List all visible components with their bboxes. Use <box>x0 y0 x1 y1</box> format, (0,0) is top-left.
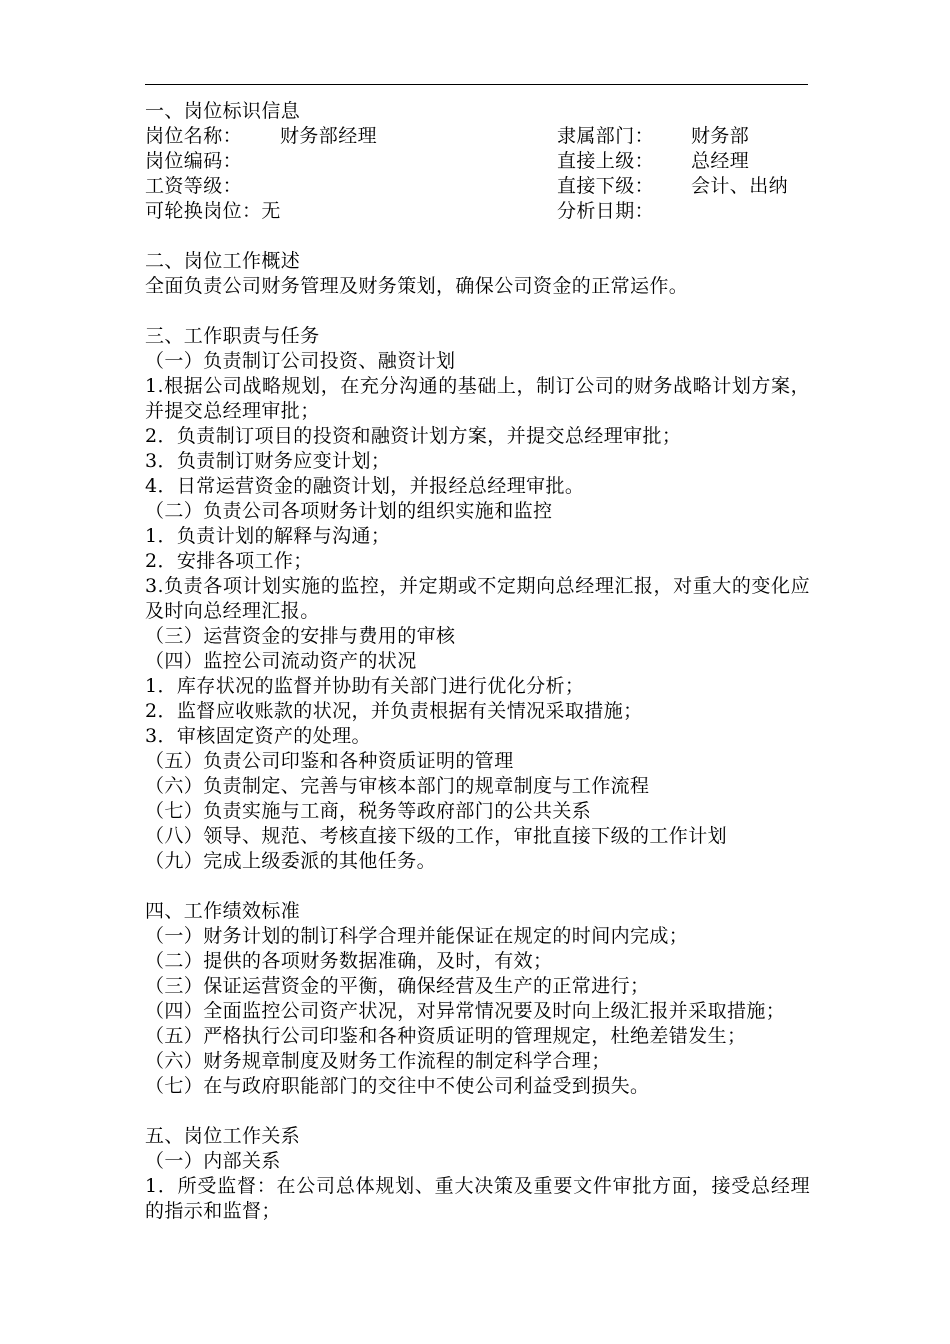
section-gap <box>145 299 810 324</box>
info-label: 可轮换岗位：无 <box>145 200 281 222</box>
sub-heading: （一）内部关系 <box>145 1150 281 1172</box>
info-label: 隶属部门： <box>557 125 655 147</box>
sub-heading: （四）监控公司流动资产的状况 <box>145 650 417 672</box>
list-item: 1．库存状况的监督并协助有关部门进行优化分析； <box>145 675 585 697</box>
info-row <box>145 199 810 224</box>
sub-heading: （八）领导、规范、考核直接下级的工作，审批直接下级的工作计划 <box>145 825 728 847</box>
info-label: 工资等级： <box>145 175 243 197</box>
list-item: 1.根据公司战略规划，在充分沟通的基础上，制订公司的财务战略计划方案，并提交总经理审批； <box>145 375 810 422</box>
section-gap <box>145 1099 810 1124</box>
list-item: （七）在与政府职能部门的交往中不使公司利益受到损失。 <box>145 1075 650 1097</box>
list-item: 3．审核固定资产的处理。 <box>145 725 371 747</box>
info-row <box>145 174 810 199</box>
list-item: （六）财务规章制度及财务工作流程的制定科学合理； <box>145 1050 611 1072</box>
sub-heading: （六）负责制定、完善与审核本部门的规章制度与工作流程 <box>145 775 650 797</box>
info-row <box>145 149 810 174</box>
list-item: （三）保证运营资金的平衡，确保经营及生产的正常进行； <box>145 975 650 997</box>
info-label: 岗位编码： <box>145 150 243 172</box>
section-gap <box>145 224 810 249</box>
sub-heading: （三）运营资金的安排与费用的审核 <box>145 625 456 647</box>
sub-heading: （五）负责公司印鉴和各种资质证明的管理 <box>145 750 514 772</box>
list-item: 1．所受监督：在公司总体规划、重大决策及重要文件审批方面，接受总经理的指示和监督； <box>145 1175 810 1222</box>
list-item: （二）提供的各项财务数据准确，及时，有效； <box>145 950 553 972</box>
list-item: 1．负责计划的解释与沟通； <box>145 525 391 547</box>
list-item: （四）全面监控公司资产状况，对异常情况要及时向上级汇报并采取措施； <box>145 1000 786 1022</box>
info-value: 财务部经理 <box>280 125 378 147</box>
info-label: 直接上级： <box>557 150 655 172</box>
list-item: 2．负责制订项目的投资和融资计划方案，并提交总经理审批； <box>145 425 682 447</box>
document-body <box>145 99 810 1224</box>
info-label: 岗位名称： <box>145 125 243 147</box>
info-value: 总经理 <box>691 150 750 172</box>
info-label: 直接下级： <box>557 175 655 197</box>
list-item: 4．日常运营资金的融资计划，并报经总经理审批。 <box>145 475 585 497</box>
section-heading: 一、岗位标识信息 <box>145 100 301 122</box>
info-row <box>145 124 810 149</box>
paragraph: 全面负责公司财务管理及财务策划，确保公司资金的正常运作。 <box>145 275 689 297</box>
section-heading: 三、工作职责与任务 <box>145 325 320 347</box>
list-item: （一）财务计划的制订科学合理并能保证在规定的时间内完成； <box>145 925 689 947</box>
section-heading: 四、工作绩效标准 <box>145 900 301 922</box>
section-gap <box>145 874 810 899</box>
info-value: 财务部 <box>691 125 750 147</box>
sub-heading: （二）负责公司各项财务计划的组织实施和监控 <box>145 500 553 522</box>
list-item: 3.负责各项计划实施的监控，并定期或不定期向总经理汇报，对重大的变化应及时向总经理汇报。 <box>145 575 810 622</box>
section-heading: 五、岗位工作关系 <box>145 1125 301 1147</box>
info-value: 会计、出纳 <box>691 175 789 197</box>
section-heading: 二、岗位工作概述 <box>145 250 301 272</box>
sub-heading: （九）完成上级委派的其他任务。 <box>145 850 437 872</box>
list-item: 2．监督应收账款的状况，并负责根据有关情况采取措施； <box>145 700 643 722</box>
sub-heading: （七）负责实施与工商，税务等政府部门的公共关系 <box>145 800 592 822</box>
info-label: 分析日期： <box>557 200 655 222</box>
list-item: 3．负责制订财务应变计划； <box>145 450 391 472</box>
header-rule <box>145 84 808 85</box>
list-item: （五）严格执行公司印鉴和各种资质证明的管理规定，杜绝差错发生； <box>145 1025 747 1047</box>
sub-heading: （一）负责制订公司投资、融资计划 <box>145 350 456 372</box>
list-item: 2．安排各项工作； <box>145 550 313 572</box>
